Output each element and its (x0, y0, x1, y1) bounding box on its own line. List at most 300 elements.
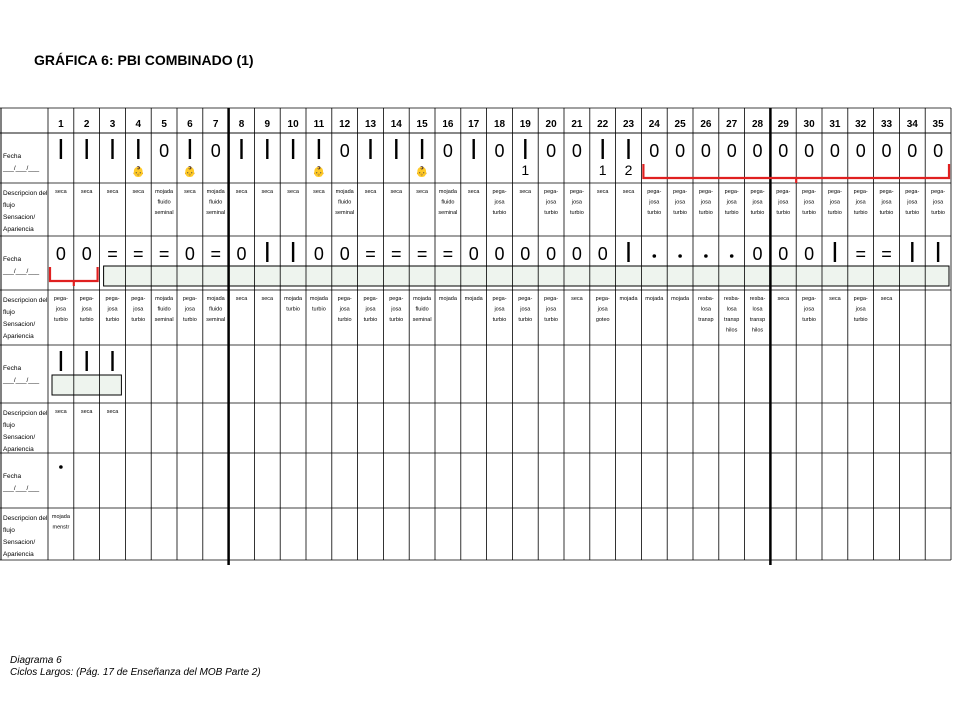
flow-description: josa (907, 199, 918, 206)
flow-description: seca (184, 189, 196, 195)
bleeding-bar-mark (60, 139, 62, 159)
flow-description: turbio (337, 317, 352, 323)
flow-description: turbio (570, 210, 584, 216)
dry-zero-mark: 0 (571, 244, 582, 264)
flow-description: seca (416, 189, 428, 195)
bleeding-bar-mark (189, 139, 191, 159)
flow-description: josa (81, 306, 92, 313)
spotting-dot-mark (730, 254, 734, 258)
flow-description: seca (80, 409, 93, 415)
flow-description: mojada (155, 296, 174, 302)
spotting-dot-mark (59, 465, 63, 469)
flow-description: josa (546, 199, 557, 206)
flow-description: seca (235, 189, 248, 195)
flow-description: resba- (698, 296, 714, 302)
day-number: 8 (238, 119, 245, 130)
caption-line-2: Ciclos Largos: (Pág. 17 de Enseñanza del MOB Parte 2) (10, 667, 261, 678)
dry-zero-mark: 0 (159, 141, 170, 161)
day-number: 19 (519, 119, 531, 130)
dry-zero-mark: 0 (778, 244, 789, 264)
day-number: 28 (751, 119, 764, 130)
flow-description: seca (880, 296, 893, 302)
flow-description: seca (132, 189, 145, 195)
flow-description: pega- (182, 296, 197, 302)
infertile-equal-mark: = (416, 244, 428, 264)
flow-description: turbio (699, 210, 713, 216)
bleeding-bar-mark (240, 139, 242, 159)
flow-description: fluido (338, 199, 352, 206)
spotting-dot-mark (678, 254, 682, 258)
day-number: 17 (468, 119, 480, 130)
day-number: 27 (726, 119, 738, 130)
flow-description: seca (80, 189, 93, 195)
flow-description: josa (933, 199, 944, 206)
day-number: 15 (416, 119, 428, 130)
dry-zero-mark: 0 (81, 244, 92, 264)
descripcion-label: Descripcion del (3, 515, 48, 522)
bleeding-bar-mark (60, 351, 62, 371)
descripcion-label: flujo (3, 527, 15, 534)
flow-description: turbio (724, 210, 739, 216)
flow-description: turbio (131, 317, 146, 323)
spotting-dot-mark (653, 254, 657, 258)
flow-description: pega- (595, 296, 610, 302)
flow-description: turbio (853, 317, 868, 323)
dry-zero-mark: 0 (313, 244, 324, 264)
flow-description: pega- (802, 296, 817, 302)
spotting-dot-mark (704, 254, 708, 258)
flow-description: seminal (154, 210, 174, 216)
descripcion-label: Descripcion del (3, 410, 48, 417)
flow-description: josa (778, 199, 789, 206)
day-number: 2 (83, 119, 90, 130)
flow-description: turbio (853, 210, 868, 216)
flow-description: turbio (105, 317, 120, 323)
flow-description: turbio (492, 210, 507, 216)
flow-description: josa (494, 199, 505, 206)
dry-zero-mark: 0 (752, 244, 763, 264)
dry-zero-mark: 0 (752, 141, 763, 161)
flow-description: turbio (389, 317, 404, 323)
day-number: 16 (442, 119, 454, 130)
dry-zero-mark: 0 (804, 141, 815, 161)
day-number: 31 (829, 119, 841, 130)
day-number: 6 (187, 119, 193, 130)
dry-zero-mark: 0 (855, 141, 866, 161)
bleeding-bar-mark (111, 139, 113, 159)
flow-description: josa (365, 306, 376, 313)
flow-description: fluido (157, 199, 171, 206)
flow-description: pega- (827, 189, 842, 195)
dry-zero-mark: 0 (494, 141, 505, 161)
dry-zero-mark: 0 (210, 141, 221, 161)
flow-description: turbio (647, 210, 662, 216)
flow-description: transp (749, 317, 766, 323)
dry-zero-mark: 0 (494, 244, 505, 264)
dry-zero-mark: 0 (184, 244, 195, 264)
baby-icon: 👶 (132, 167, 145, 178)
flow-description: turbio (750, 210, 765, 216)
flow-description: seca (622, 189, 635, 195)
bleeding-bar-mark (292, 139, 294, 159)
flow-description: losa (726, 306, 737, 313)
descripcion-label: Apariencia (3, 551, 34, 558)
flow-description: mojada (671, 296, 690, 302)
day-number: 13 (364, 119, 377, 130)
fecha-label: ___/___/___ (3, 165, 40, 172)
flow-description: mojada (645, 296, 664, 302)
day-number: 25 (674, 119, 686, 130)
infertile-equal-mark: = (107, 244, 118, 264)
flow-description: pega- (105, 296, 120, 302)
flow-description: turbio (828, 210, 842, 216)
day-number: 24 (648, 119, 660, 130)
flow-description: turbio (802, 317, 816, 323)
flow-description: turbio (931, 210, 945, 216)
flow-description: seminal (335, 210, 355, 216)
descripcion-label: Apariencia (3, 333, 34, 340)
day-number: 26 (700, 119, 712, 130)
flow-description: pega- (750, 189, 765, 195)
flow-description: seca (829, 296, 841, 302)
flow-description: pega- (518, 296, 533, 302)
day-number: 4 (135, 119, 142, 130)
flow-description: hilos (726, 327, 738, 334)
bleeding-bar-mark (266, 242, 268, 262)
day-number: 33 (880, 119, 893, 130)
bleeding-bar-mark (137, 139, 139, 159)
flow-description: josa (804, 199, 815, 206)
flow-description: turbio (183, 317, 197, 323)
infertile-equal-mark: = (391, 244, 402, 264)
flow-description: mojada (206, 296, 225, 302)
dry-zero-mark: 0 (236, 244, 247, 264)
baby-icon: 👶 (415, 167, 429, 178)
flow-description: seminal (206, 210, 226, 216)
day-number: 11 (313, 119, 325, 130)
peak-count-mark: 2 (624, 162, 633, 178)
dry-zero-mark: 0 (907, 141, 918, 161)
flow-description: josa (133, 306, 144, 313)
descripcion-label: Descripcion del (3, 297, 48, 304)
flow-description: josa (675, 199, 686, 206)
flow-description: mojada (335, 189, 354, 195)
flow-description: fluido (415, 306, 429, 313)
bleeding-bar-mark (369, 139, 371, 159)
flow-description: seca (106, 189, 119, 195)
day-number: 18 (493, 119, 506, 130)
flow-description: mojada (284, 296, 303, 302)
flow-description: mojada (206, 189, 225, 195)
flow-description: pega- (879, 189, 894, 195)
flow-description: seca (261, 296, 274, 302)
infertile-equal-mark: = (442, 244, 454, 264)
flow-description: pega- (776, 189, 791, 195)
dry-zero-mark: 0 (597, 244, 608, 264)
day-number: 20 (545, 119, 557, 130)
flow-description: seminal (438, 210, 458, 216)
day-number: 35 (932, 119, 944, 130)
flow-description: josa (520, 306, 531, 313)
flow-description: goteo (595, 317, 610, 323)
infertile-equal-mark: = (133, 244, 144, 264)
flow-description: turbio (363, 317, 378, 323)
infertile-equal-mark: = (855, 244, 866, 264)
flow-description: pega- (853, 296, 868, 302)
flow-description: pega- (698, 189, 713, 195)
flow-description: pega- (544, 296, 559, 302)
flow-description: turbio (544, 317, 558, 323)
descripcion-label: Sensacion/ (3, 214, 36, 221)
dry-zero-mark: 0 (546, 244, 557, 264)
bleeding-bar-mark (524, 139, 526, 159)
fecha-label: Fecha (3, 473, 22, 480)
flow-description: seca (596, 189, 609, 195)
fecha-label: ___/___/___ (3, 268, 40, 275)
day-number: 12 (339, 119, 351, 130)
flow-description: seca (261, 189, 274, 195)
day-number: 34 (906, 119, 918, 130)
flow-description: josa (107, 306, 118, 313)
flow-description: turbio (492, 317, 507, 323)
dry-zero-mark: 0 (881, 141, 892, 161)
bleeding-bar-mark (395, 139, 397, 159)
flow-description: seca (287, 189, 299, 195)
descripcion-label: Apariencia (3, 226, 34, 233)
infertile-equal-mark: = (210, 244, 221, 264)
flow-description: seca (55, 189, 67, 195)
shaded-highlight-box (52, 375, 121, 395)
fecha-label: Fecha (3, 153, 22, 160)
flow-description: mojada (51, 514, 70, 520)
descripcion-label: flujo (3, 309, 15, 316)
bleeding-bar-mark (421, 139, 423, 159)
dry-zero-mark: 0 (700, 141, 711, 161)
bleeding-bar-mark (318, 139, 320, 159)
flow-description: josa (752, 199, 763, 206)
flow-description: josa (881, 199, 892, 206)
flow-description: seminal (154, 317, 174, 323)
figure-caption (10, 655, 261, 679)
bleeding-bar-mark (627, 139, 629, 159)
day-number: 29 (777, 119, 789, 130)
bleeding-bar-mark (86, 351, 88, 371)
flow-description: mojada (619, 296, 638, 302)
flow-description: turbio (312, 306, 326, 313)
flow-description: hilos (751, 327, 764, 334)
flow-description: resba- (749, 296, 766, 302)
descripcion-label: flujo (3, 202, 15, 209)
infertile-equal-mark: = (158, 244, 170, 264)
flow-description: josa (726, 199, 737, 206)
flow-description: seca (519, 189, 532, 195)
day-number: 14 (390, 119, 402, 130)
flow-description: fluido (157, 306, 171, 313)
bleeding-bar-mark (627, 242, 629, 262)
dry-zero-mark: 0 (546, 141, 557, 161)
day-number: 21 (571, 119, 583, 130)
page-title: GRÁFICA 6: PBI COMBINADO (1) (34, 52, 254, 68)
day-number: 7 (212, 119, 219, 130)
flow-description: turbio (544, 210, 558, 216)
flow-description: turbio (518, 317, 533, 323)
flow-description: mojada (413, 296, 432, 302)
bleeding-bar-mark (937, 242, 939, 262)
flow-description: josa (597, 306, 608, 313)
infertile-equal-mark: = (881, 244, 892, 264)
day-number: 23 (622, 119, 635, 130)
flow-description: pega- (389, 296, 404, 302)
flow-description: turbio (286, 306, 300, 313)
flow-description: mojada (464, 296, 483, 302)
flow-description: transp (698, 317, 714, 323)
flow-description: fluido (441, 199, 455, 206)
dry-zero-mark: 0 (571, 141, 582, 161)
descripcion-label: flujo (3, 422, 15, 429)
dry-zero-mark: 0 (804, 244, 815, 264)
flow-description: mojada (438, 296, 457, 302)
descripcion-label: Sensacion/ (3, 321, 36, 328)
flow-description: pega- (802, 189, 817, 195)
dry-zero-mark: 0 (778, 141, 789, 161)
dry-zero-mark: 0 (649, 141, 660, 161)
bleeding-bar-mark (111, 351, 113, 371)
bleeding-bar-mark (473, 139, 475, 159)
flow-description: turbio (879, 210, 894, 216)
flow-description: mojada (155, 189, 174, 195)
bleeding-bar-mark (911, 242, 913, 262)
descripcion-label: Sensacion/ (3, 539, 36, 546)
bleeding-bar-mark (834, 242, 836, 262)
dry-zero-mark: 0 (339, 244, 350, 264)
flow-description: mojada (309, 296, 328, 302)
flow-description: josa (855, 199, 866, 206)
flow-description: josa (649, 199, 660, 206)
day-number: 10 (287, 119, 299, 130)
bleeding-bar-mark (602, 139, 604, 159)
flow-description: seca (313, 189, 325, 195)
baby-icon: 👶 (312, 167, 326, 178)
day-number: 22 (597, 119, 609, 130)
flow-description: josa (339, 306, 350, 313)
flow-description: seca (777, 296, 790, 302)
fecha-label: ___/___/___ (3, 377, 40, 384)
flow-description: seca (571, 296, 583, 302)
descripcion-label: Apariencia (3, 446, 34, 453)
peak-count-mark: 1 (521, 162, 530, 178)
dry-zero-mark: 0 (829, 141, 840, 161)
flow-description: turbio (54, 317, 68, 323)
infertile-equal-mark: = (365, 244, 376, 264)
dry-zero-mark: 0 (339, 141, 350, 161)
flow-description: pega- (53, 296, 68, 302)
day-number: 30 (803, 119, 815, 130)
flow-description: pega- (569, 189, 584, 195)
dry-zero-mark: 0 (55, 244, 66, 264)
flow-description: josa (494, 306, 505, 313)
day-number: 5 (161, 119, 167, 130)
fecha-label: Fecha (3, 256, 22, 263)
flow-description: fluido (209, 306, 223, 313)
dry-zero-mark: 0 (726, 141, 737, 161)
day-number: 1 (58, 119, 64, 130)
flow-description: pega- (905, 189, 920, 195)
flow-description: pega- (363, 296, 378, 302)
bleeding-bar-mark (292, 242, 294, 262)
flow-description: pega- (724, 189, 739, 195)
bleeding-bar-mark (266, 139, 268, 159)
flow-description: turbio (776, 210, 791, 216)
dry-zero-mark: 0 (520, 244, 531, 264)
flow-description: turbio (673, 210, 687, 216)
flow-description: pega- (931, 189, 946, 195)
flow-description: losa (752, 306, 763, 313)
flow-description: josa (184, 306, 195, 313)
flow-description: josa (855, 306, 866, 313)
flow-description: pega- (544, 189, 559, 195)
flow-description: turbio (79, 317, 94, 323)
peak-count-mark: 1 (598, 162, 607, 178)
descripcion-label: Sensacion/ (3, 434, 36, 441)
flow-description: josa (391, 306, 402, 313)
caption-line-1: Diagrama 6 (10, 655, 62, 666)
flow-description: pega- (337, 296, 352, 302)
flow-description: pega- (853, 189, 868, 195)
flow-description: josa (804, 306, 815, 313)
flow-description: pega- (79, 296, 94, 302)
flow-description: seminal (412, 317, 432, 323)
flow-description: josa (55, 306, 66, 313)
day-number: 9 (264, 119, 271, 130)
flow-description: josa (700, 199, 711, 206)
fecha-label: Fecha (3, 365, 22, 372)
flow-description: seca (467, 189, 480, 195)
flow-description: resba- (723, 296, 740, 302)
flow-description: pega- (647, 189, 662, 195)
flow-description: pega- (492, 296, 507, 302)
dry-zero-mark: 0 (675, 141, 686, 161)
day-number: 32 (855, 119, 867, 130)
flow-description: josa (571, 199, 582, 206)
flow-description: losa (700, 306, 711, 313)
flow-description: seca (106, 409, 119, 415)
flow-description: turbio (905, 210, 920, 216)
flow-description: seca (364, 189, 377, 195)
flow-description: pega- (131, 296, 146, 302)
flow-description: josa (546, 306, 557, 313)
bleeding-bar-mark (86, 139, 88, 159)
flow-description: josa (829, 199, 840, 206)
dry-zero-mark: 0 (933, 141, 944, 161)
baby-icon: 👶 (183, 167, 197, 178)
flow-description: seca (55, 409, 67, 415)
flow-description: seca (235, 296, 248, 302)
day-number: 3 (109, 119, 116, 130)
dry-zero-mark: 0 (468, 244, 479, 264)
flow-description: menstr (52, 524, 70, 531)
flow-description: pega- (673, 189, 688, 195)
flow-description: fluido (209, 199, 223, 206)
flow-description: seminal (206, 317, 226, 323)
descripcion-label: Descripcion del (3, 190, 48, 197)
flow-description: seca (390, 189, 403, 195)
fecha-label: ___/___/___ (3, 485, 40, 492)
flow-description: turbio (802, 210, 816, 216)
dry-zero-mark: 0 (442, 141, 453, 161)
flow-description: pega- (492, 189, 507, 195)
flow-description: transp (724, 317, 740, 323)
flow-description: mojada (438, 189, 457, 195)
